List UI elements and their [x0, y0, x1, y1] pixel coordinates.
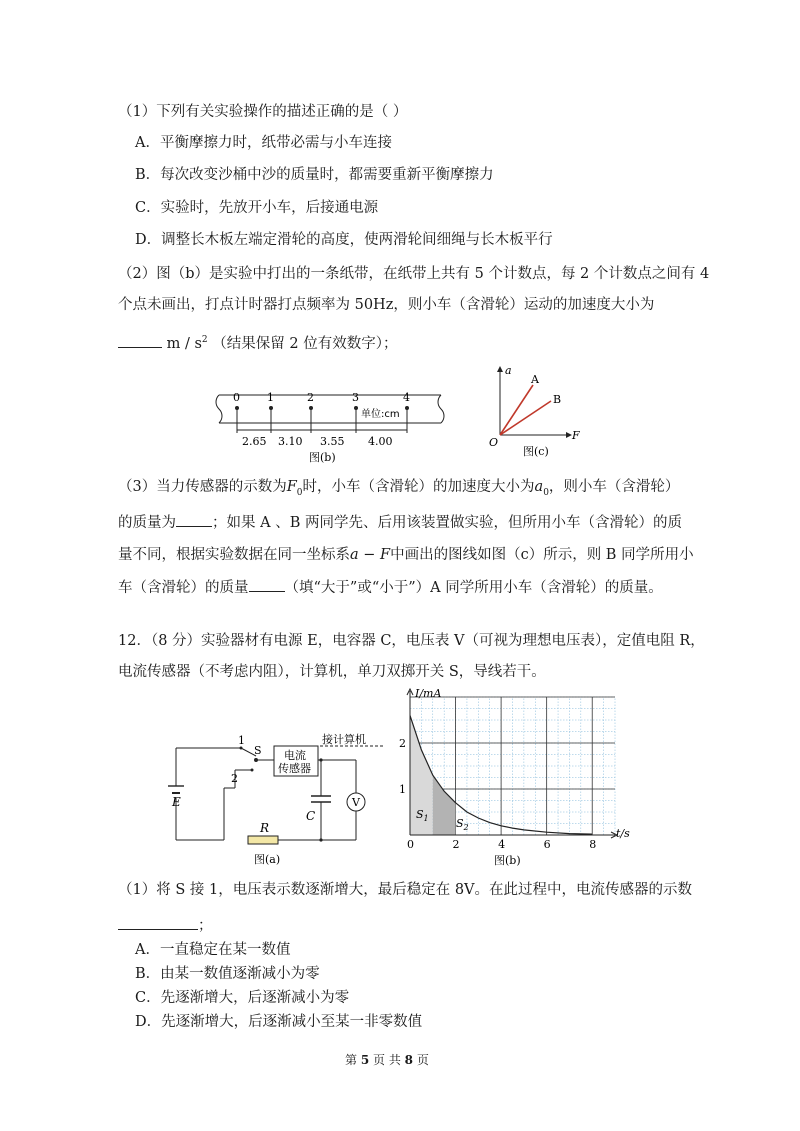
answer-blank: [118, 915, 198, 930]
x-tick-label: 2: [452, 838, 460, 851]
q12-option-d: D．先逐渐增大，后逐渐减小至某一非零数值: [135, 1014, 423, 1030]
figure-caption: 图(a): [254, 853, 281, 866]
y-axis-label: a: [505, 364, 512, 377]
q12-option-b: B．由某一数值逐渐减小为零: [135, 966, 320, 982]
text: （填“大于”或“小于”）A 同学所用小车（含滑轮）的质量。: [284, 580, 663, 596]
subscript: 0: [543, 487, 549, 498]
y-axis-label: I/mA: [415, 687, 442, 700]
segment-label: 2.65: [242, 435, 267, 448]
precision-note: （结果保留 2 位有效数字）；: [212, 335, 398, 352]
q11-part2-line1: （2）图（b）是实验中打出的一条纸带，在纸带上共有 5 个计数点，每 2 个计数点之间有 4: [118, 266, 710, 282]
point-label: 1: [267, 391, 274, 404]
point-label: 2: [307, 391, 314, 404]
point-label: 0: [233, 391, 240, 404]
q11-part3-line4: [118, 577, 663, 598]
text: 量不同，根据实验数据在同一坐标系: [118, 547, 350, 563]
x-tick-label: 0: [407, 838, 414, 851]
q11-option-d: D．调整长木板左端定滑轮的高度，使两滑轮间细绳与长木板平行: [135, 232, 553, 248]
figure-caption: 图(b): [494, 854, 521, 867]
a-f-graph: [485, 363, 585, 463]
point-label: 4: [403, 391, 410, 404]
q11-part1-stem: （1）下列有关实验操作的描述正确的是（ ）: [118, 104, 408, 120]
symbol-a0: a: [534, 479, 544, 495]
page-footer: [345, 1050, 429, 1070]
figure-caption: 图(c): [523, 445, 549, 458]
q12-part1-line2: [118, 915, 213, 936]
figure-caption: 图(b): [309, 451, 336, 464]
point-label: 3: [352, 391, 359, 404]
switch-terminal-2: 2: [231, 772, 238, 785]
x-tick-label: 4: [498, 838, 506, 851]
q11-option-c: C．实验时，先放开小车，后接通电源: [135, 200, 379, 216]
switch-terminal-1: 1: [238, 734, 245, 747]
text: 中画出的图线如图（c）所示，则 B 同学所用小: [390, 547, 694, 563]
q11-part3-line1: [118, 477, 679, 503]
segment-label: 3.10: [278, 435, 303, 448]
text: ，则小车（含滑轮）: [548, 479, 680, 495]
resistor-label: R: [260, 821, 270, 835]
text: 第: [345, 1053, 361, 1067]
y-tick-label: 1: [399, 783, 406, 796]
text: ；: [198, 918, 213, 934]
tape-figure: [205, 385, 455, 465]
text: ；如果 A 、B 两同学先、后用该装置做实验，但所用小车（含滑轮）的质: [212, 515, 682, 531]
origin-label: O: [489, 436, 499, 449]
symbol-a-f: a − F: [350, 547, 391, 563]
q12-option-a: A．一直稳定在某一数值: [135, 942, 291, 958]
segment-label: 4.00: [368, 435, 393, 448]
q11-option-b: B．每次改变沙桶中沙的质量时，都需要重新平衡摩擦力: [135, 167, 494, 183]
switch-label: S: [254, 744, 262, 757]
sensor-label-line2: 传感器: [278, 762, 311, 775]
capacitor-label: C: [306, 809, 316, 823]
text: 页: [413, 1053, 429, 1067]
line-a-label: A: [531, 373, 539, 386]
resistor: [248, 836, 278, 844]
q12-part1-line1: （1）将 S 接 1，电压表示数逐渐增大，最后稳定在 8V。在此过程中，电流传感器的示数: [118, 882, 693, 898]
line-b-label: B: [553, 393, 562, 406]
text: （3）当力传感器的示数为: [118, 479, 287, 495]
q11-part3-line2: [118, 512, 682, 533]
y-tick-label: 2: [399, 737, 406, 750]
text: 的质量为: [118, 515, 176, 531]
area-s2: [433, 775, 456, 835]
subscript: 0: [296, 487, 303, 498]
line-b: [500, 401, 551, 435]
q11-part3-line3: [118, 545, 694, 565]
current-time-graph: [390, 685, 640, 870]
unit-exponent: 2: [201, 335, 208, 345]
area-s1-label: $S_1$: [416, 808, 429, 823]
answer-blank: [118, 333, 162, 348]
answer-blank: [249, 577, 285, 592]
unit-label: 单位:cm: [361, 409, 400, 420]
q11-option-a: A．平衡摩擦力时，纸带必需与小车连接: [135, 135, 392, 151]
page-number: 5: [360, 1053, 370, 1067]
circuit-diagram: [168, 730, 388, 870]
x-tick-label: 6: [543, 838, 551, 851]
computer-label: 接计算机: [322, 733, 366, 746]
x-axis-label: t/s: [616, 827, 630, 840]
symbol-f0: F: [286, 479, 297, 495]
segment-label: 3.55: [320, 435, 345, 448]
voltmeter-label: V: [352, 796, 360, 809]
q12-option-c: C．先逐渐增大，后逐渐减小为零: [135, 990, 350, 1006]
q12-heading-line1: 12．（8 分）实验器材有电源 E，电容器 C，电压表 V（可视为理想电压表），定值电阻 R，: [118, 633, 705, 649]
area-s2-label: $S_2$: [456, 817, 469, 832]
q11-part2-line2: 个点未画出，打点计时器打点频率为 50Hz，则小车（含滑轮）运动的加速度大小为: [118, 297, 655, 313]
line-a: [500, 385, 533, 435]
battery-label: E: [172, 795, 181, 809]
x-tick-label: 8: [589, 838, 597, 851]
q12-heading-line2: 电流传感器（不考虑内阻），计算机，单刀双掷开关 S，导线若干。: [118, 664, 546, 680]
text: 车（含滑轮）的质量: [118, 580, 249, 596]
sensor-label-line1: 电流: [284, 749, 306, 762]
page-total: 8: [404, 1053, 413, 1067]
unit: m / s: [166, 335, 202, 352]
x-axis-label: F: [572, 429, 580, 442]
text: 页 共: [369, 1053, 405, 1067]
text: 时，小车（含滑轮）的加速度大小为: [302, 479, 535, 495]
q11-part2-line3: [118, 330, 397, 354]
answer-blank: [176, 512, 212, 527]
